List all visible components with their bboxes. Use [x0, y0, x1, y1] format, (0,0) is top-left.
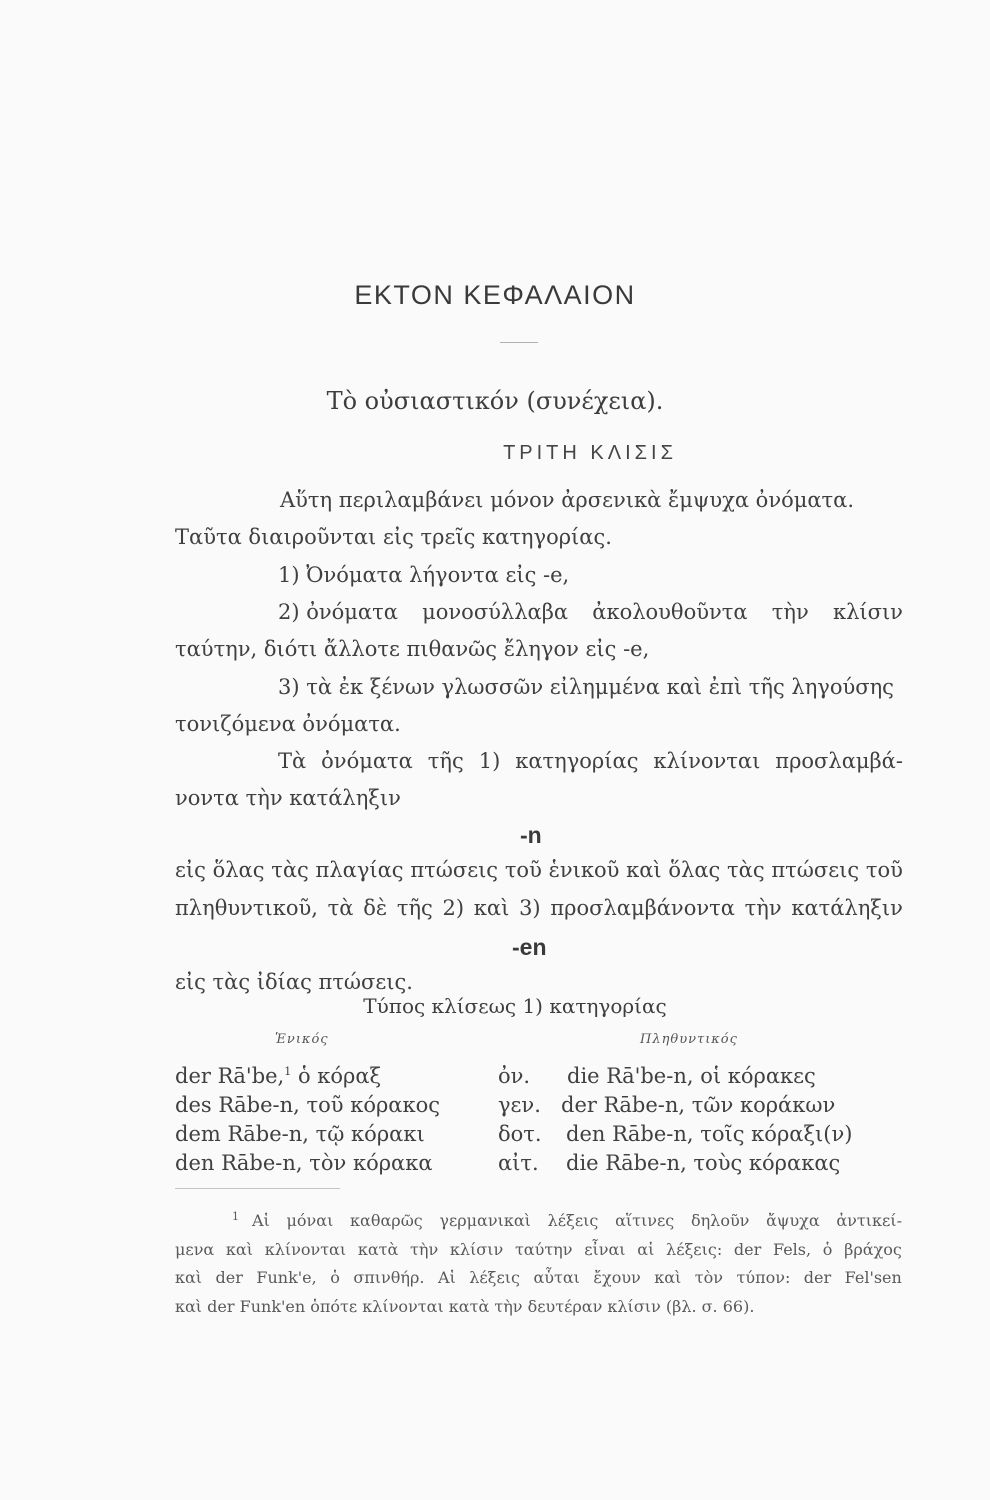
- singular-row: [175, 1064, 381, 1088]
- singular-form: der Rā'be,: [175, 1064, 285, 1088]
- case-label: γεν.: [498, 1093, 541, 1117]
- word: τὴν: [410, 1240, 439, 1259]
- word: der: [215, 1268, 243, 1287]
- footnote-mark: 1: [232, 1210, 239, 1223]
- plural-row: der Rābe-n, τῶν κοράκων: [561, 1093, 836, 1117]
- word: τοῦ: [865, 858, 903, 882]
- word: κλίσιν: [832, 600, 903, 624]
- footnote-line: [175, 1268, 902, 1287]
- word: ὁ: [822, 1240, 833, 1259]
- word: τὴν: [771, 600, 809, 624]
- body-line: [278, 600, 903, 624]
- footnote-divider: [175, 1188, 340, 1189]
- word: ἄψυχα: [766, 1211, 820, 1230]
- word: κλίσιν: [449, 1240, 504, 1259]
- declension-heading: ΤΡΙΤΗ ΚΛΙΣΙΣ: [503, 442, 677, 464]
- word: μόναι: [286, 1211, 334, 1230]
- body-line: 3) τὰ ἐκ ξένων γλωσσῶν εἰλημμένα καὶ ἐπὶ τῆς ληγούσης: [278, 675, 894, 699]
- word: Τὰ: [278, 749, 307, 773]
- word: τὰς: [271, 858, 309, 882]
- word: ὀνόματα: [321, 749, 413, 773]
- word: καὶ: [175, 1268, 203, 1287]
- word: 2): [442, 896, 465, 920]
- word: Funk'e,: [256, 1268, 317, 1287]
- word: ὅλας: [212, 858, 265, 882]
- footnote-line: [175, 1240, 902, 1259]
- word: προσλαμβά-: [775, 749, 903, 773]
- word: ὁ: [330, 1268, 340, 1287]
- word: Αἱ: [437, 1268, 456, 1287]
- word: κλίνονται: [653, 749, 761, 773]
- body-line: Ταῦτα διαιροῦνται εἰς τρεῖς κατηγορίας.: [175, 525, 612, 549]
- plural-header: Πληθυντικός: [640, 1032, 738, 1047]
- word: πτώσεις: [410, 858, 499, 882]
- body-line: 1) Ὀνόματα λήγοντα εἰς -e,: [278, 563, 570, 587]
- section-subtitle: Τὸ οὐσιαστικόν (συνέχεια).: [326, 387, 664, 415]
- word: αἵτινες: [615, 1211, 675, 1230]
- body-line: εἰς τὰς ἰδίας πτώσεις.: [175, 970, 413, 994]
- word: 1): [478, 749, 501, 773]
- word: μονοσύλλαβα: [422, 600, 569, 624]
- word: προσλαμβάνοντα: [550, 896, 735, 920]
- word: δὲ: [363, 896, 388, 920]
- word: 2) ὀνόματα: [278, 600, 398, 624]
- ending-n: -n: [520, 822, 542, 848]
- word: αἱ: [637, 1240, 655, 1259]
- word: σπινθήρ.: [353, 1268, 425, 1287]
- word: 3): [519, 896, 541, 920]
- word: κατάληξιν: [791, 896, 903, 920]
- body-line: [278, 749, 903, 773]
- word: γερμανικαὶ: [439, 1211, 531, 1230]
- word: δηλοῦν: [690, 1211, 750, 1230]
- footnote-line: [252, 1211, 902, 1230]
- body-line: τονιζόμενα ὀνόματα.: [175, 712, 401, 736]
- word: κατὰ: [357, 1240, 399, 1259]
- word: καὶ: [654, 1268, 682, 1287]
- word: τοῦ: [504, 858, 542, 882]
- word: μενα: [175, 1240, 215, 1259]
- word: ἑνικοῦ: [548, 858, 620, 882]
- case-label: ὀν.: [498, 1064, 531, 1088]
- ending-en: -en: [512, 934, 547, 960]
- word: τὴν: [744, 896, 782, 920]
- singular-row: des Rābe-n, τοῦ κόρακος: [175, 1093, 441, 1117]
- word: εἶναι: [584, 1240, 626, 1259]
- body-line: νοντα τὴν κατάληξιν: [175, 786, 401, 810]
- word: αὗται: [533, 1268, 580, 1287]
- word: καθαρῶς: [350, 1211, 423, 1230]
- footnote-line: καὶ der Funk'en ὁπότε κλίνονται κατὰ τὴν δευτέραν κλίσιν (βλ. σ. 66).: [175, 1297, 755, 1316]
- word: λέξεις:: [666, 1240, 723, 1259]
- word: ἔχουν: [593, 1268, 641, 1287]
- word: τῆς: [396, 896, 433, 920]
- singular-row: den Rābe-n, τὸν κόρακα: [175, 1151, 433, 1175]
- table-title: Τύπος κλίσεως 1) κατηγορίας: [363, 994, 667, 1018]
- singular-translation: ὁ κόραξ: [297, 1064, 382, 1088]
- word: τύπον:: [736, 1268, 791, 1287]
- word: πληθυντικοῦ,: [175, 896, 318, 920]
- body-line: [175, 858, 903, 882]
- body-line: ταύτην, διότι ἄλλοτε πιθανῶς ἔληγον εἰς -e,: [175, 637, 650, 661]
- word: Αἱ: [252, 1211, 270, 1230]
- word: τῆς: [427, 749, 464, 773]
- case-label: δοτ.: [498, 1122, 542, 1146]
- word: εἰς: [175, 858, 206, 882]
- word: ὅλας: [668, 858, 721, 882]
- word: τὰς: [727, 858, 765, 882]
- word: der: [733, 1240, 762, 1259]
- singular-header: Ἑνικός: [275, 1032, 329, 1047]
- word: κατηγορίας: [515, 749, 639, 773]
- plural-row: die Rābe-n, τοὺς κόρακας: [566, 1151, 841, 1175]
- word: λέξεις: [547, 1211, 599, 1230]
- word: ἀκολουθοῦντα: [592, 600, 748, 624]
- plural-row: die Rā'be-n, οἱ κόρακες: [567, 1064, 816, 1088]
- word: πλαγίας: [315, 858, 404, 882]
- word: πτώσεις: [771, 858, 860, 882]
- word: κλίνονται: [264, 1240, 347, 1259]
- singular-row: dem Rābe-n, τῷ κόρακι: [175, 1122, 425, 1146]
- word: λέξεις: [469, 1268, 520, 1287]
- word: Fel'sen: [844, 1268, 902, 1287]
- word: der: [803, 1268, 832, 1287]
- title-divider: [500, 342, 538, 343]
- case-label: αἰτ.: [498, 1151, 539, 1175]
- word: καὶ: [626, 858, 662, 882]
- word: τὰ: [327, 896, 354, 920]
- word: Fels,: [772, 1240, 812, 1259]
- plural-row: den Rābe-n, τοῖς κόραξι(ν): [566, 1122, 853, 1146]
- word: ταύτην: [514, 1240, 573, 1259]
- word: καὶ: [473, 896, 510, 920]
- word: ἀντικεί-: [836, 1211, 902, 1230]
- footnote-ref: 1: [284, 1065, 292, 1078]
- word: καὶ: [225, 1240, 253, 1259]
- word: βράχος: [844, 1240, 902, 1259]
- word: τὸν: [694, 1268, 724, 1287]
- chapter-title: ΕΚΤΟΝ ΚΕΦΑΛΑΙΟΝ: [354, 280, 636, 310]
- body-line: Αὕτη περιλαμβάνει μόνον ἀρσενικὰ ἔμψυχα ὀνόματα.: [280, 488, 855, 512]
- body-line: [175, 896, 903, 920]
